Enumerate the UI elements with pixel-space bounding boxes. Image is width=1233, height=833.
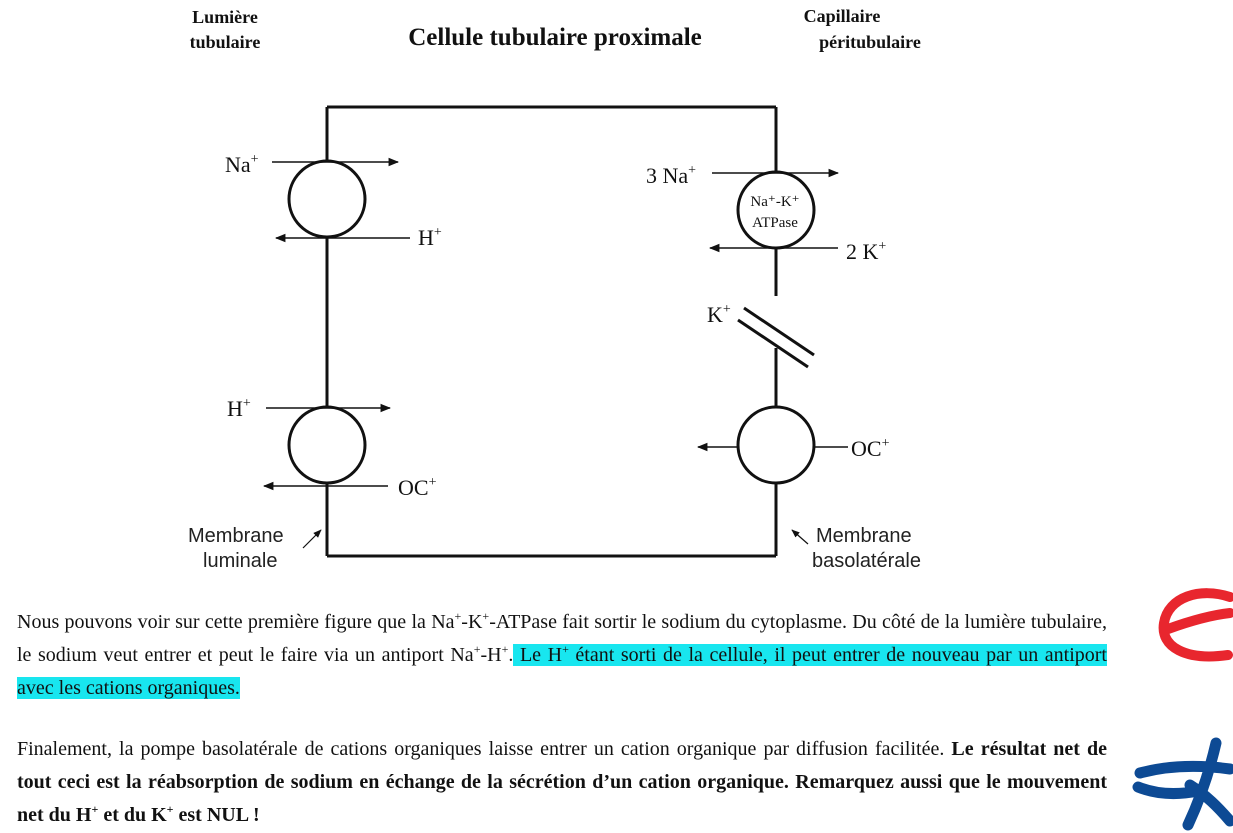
na-k-atpase-pump — [738, 172, 814, 248]
cell-outline — [327, 107, 776, 556]
h-label-top: H+ — [418, 225, 442, 250]
membrane-luminal-line1: Membrane — [188, 525, 284, 547]
left-header-line2: tubulaire — [189, 32, 261, 52]
h-label-bottom: H+ — [227, 396, 251, 421]
h-oc-antiporter — [289, 407, 365, 483]
pump-label-line1: Na⁺-K⁺ — [750, 194, 800, 210]
two-k-label: 2 K+ — [846, 239, 887, 264]
right-header-line2: péritubulaire — [819, 32, 921, 52]
k-label: K+ — [707, 302, 731, 327]
membrane-basolateral-line1: Membrane — [816, 525, 912, 547]
diagram-title: Cellule tubulaire proximale — [408, 24, 702, 51]
membrane-luminal-pointer — [303, 530, 321, 548]
na-label: Na+ — [225, 152, 259, 177]
three-na-label: 3 Na+ — [646, 163, 697, 188]
red-pen-mark — [1150, 585, 1233, 675]
membrane-basolateral-pointer — [792, 530, 808, 544]
na-h-antiporter — [289, 161, 365, 237]
highlighted-sentence: Le H+ étant sorti de la cellule, il peut entrer de nouveau par un antiport avec les cations organiques. — [17, 642, 1107, 699]
membrane-basolateral-line2: basolatérale — [812, 550, 921, 572]
paragraph-2: Finalement, la pompe basolatérale de cations organiques laisse entrer un cation organique par diffusion facilitée. Le résultat net de tout ceci est la réabsorption de sodium en échange de la sécrétion d’un cation organique. Remarquez aussi que le mouvement net du H+ et du K+ est NUL ! — [17, 738, 1107, 826]
blue-pen-mark — [1130, 735, 1233, 833]
oc-label-right: OC+ — [851, 436, 890, 461]
bold-conclusion: Le résultat net de tout ceci est la réabsorption de sodium en échange de la sécrétion d’un cation organique. Remarquez aussi que le mouvement net du H+ et du K+ est NUL ! — [17, 738, 1107, 826]
right-header-line1: Capillaire — [803, 6, 881, 26]
membrane-luminal-line2: luminale — [203, 550, 278, 572]
pump-label-line2: ATPase — [752, 215, 798, 231]
paragraph-1: Nous pouvons voir sur cette première figure que la Na+-K+-ATPase fait sortir le sodium du cytoplasme. Du côté de la lumière tubulaire, le sodium veut entrer et peut le faire via un antiport Na+-H+. Le H+ étant sorti de la cellule, il peut entrer de nouveau par un antiport avec les cations organiques. — [17, 609, 1107, 699]
oc-carrier — [738, 407, 814, 483]
oc-label-left: OC+ — [398, 475, 437, 500]
left-header-line1: Lumière — [192, 7, 258, 27]
